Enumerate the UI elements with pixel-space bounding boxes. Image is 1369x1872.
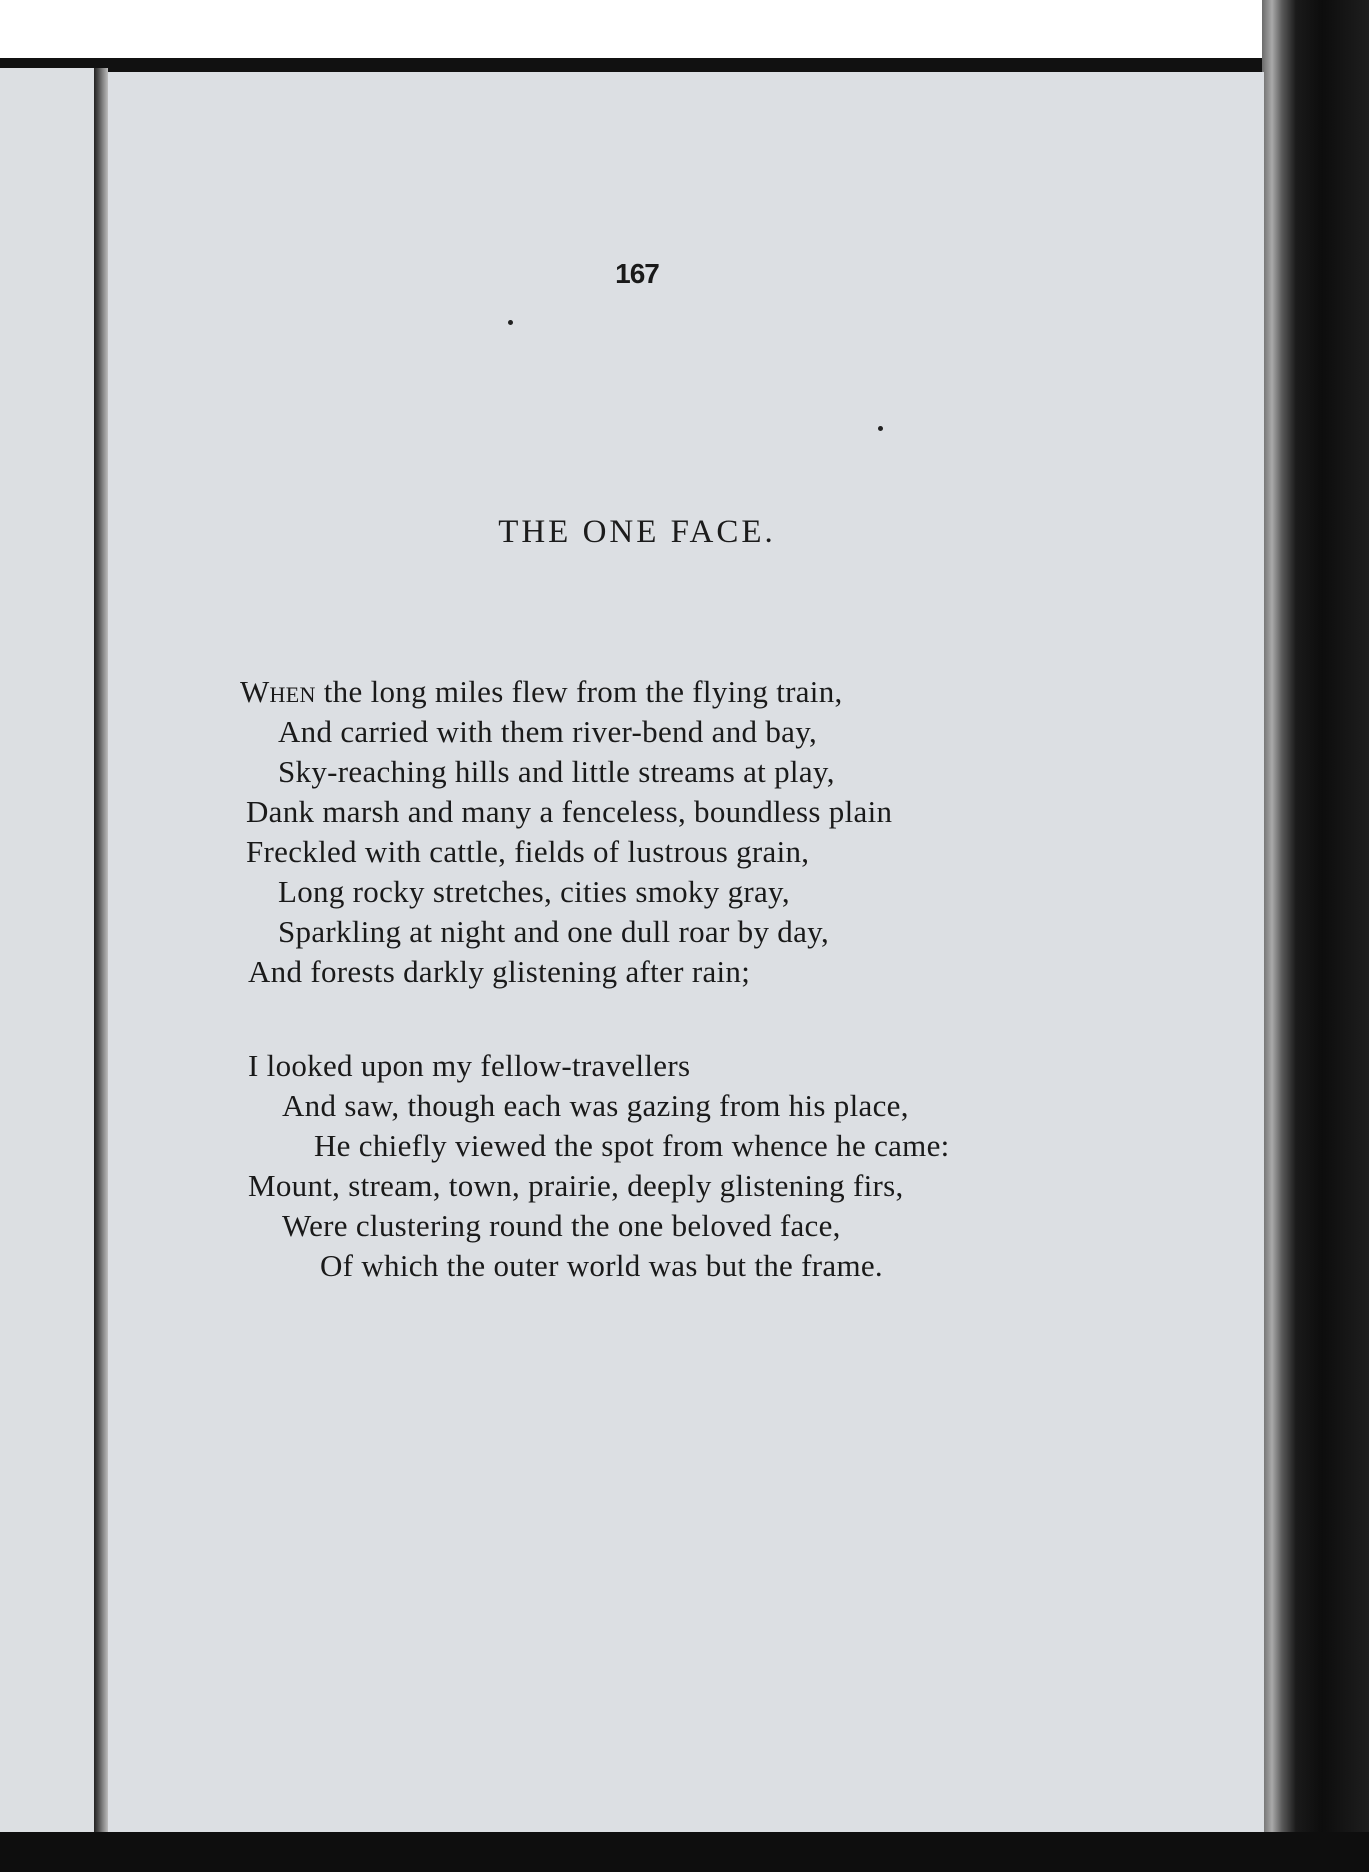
scan-bottom-edge [0,1832,1369,1872]
page-number: 167 [615,258,659,289]
poem-line: Dank marsh and many a fenceless, boundless plain [246,794,893,829]
poem-line: And carried with them river-bend and bay, [278,714,818,749]
dust-speck [878,426,883,431]
poem-line: And forests darkly glistening after rain; [248,954,751,989]
scan-top-edge [0,58,1369,72]
facing-page-edge [0,68,94,1832]
book-gutter [94,68,108,1832]
poem-line: Mount, stream, town, prairie, deeply glistening firs, [248,1168,904,1203]
poem-line: I looked upon my fellow-travellers [248,1048,691,1083]
poem-title: THE ONE FACE. [498,514,776,550]
poem-line: Freckled with cattle, fields of lustrous grain, [246,834,810,869]
dust-speck [508,320,513,325]
poem-line: When the long miles flew from the flying train, [240,674,843,709]
poem-line: Were clustering round the one beloved face, [282,1208,841,1243]
poem-line: And saw, though each was gazing from his place, [282,1088,909,1123]
poem-line: Sky-reaching hills and little streams at play, [278,754,835,789]
scan-right-edge [1262,0,1369,1872]
book-page [108,72,1264,1832]
drop-word: When [240,674,316,709]
poem-line: Of which the outer world was but the frame. [320,1248,883,1283]
poem-line: Long rocky stretches, cities smoky gray, [278,874,790,909]
poem-line: He chiefly viewed the spot from whence he came: [314,1128,950,1163]
poem-line: Sparkling at night and one dull roar by day, [278,914,829,949]
